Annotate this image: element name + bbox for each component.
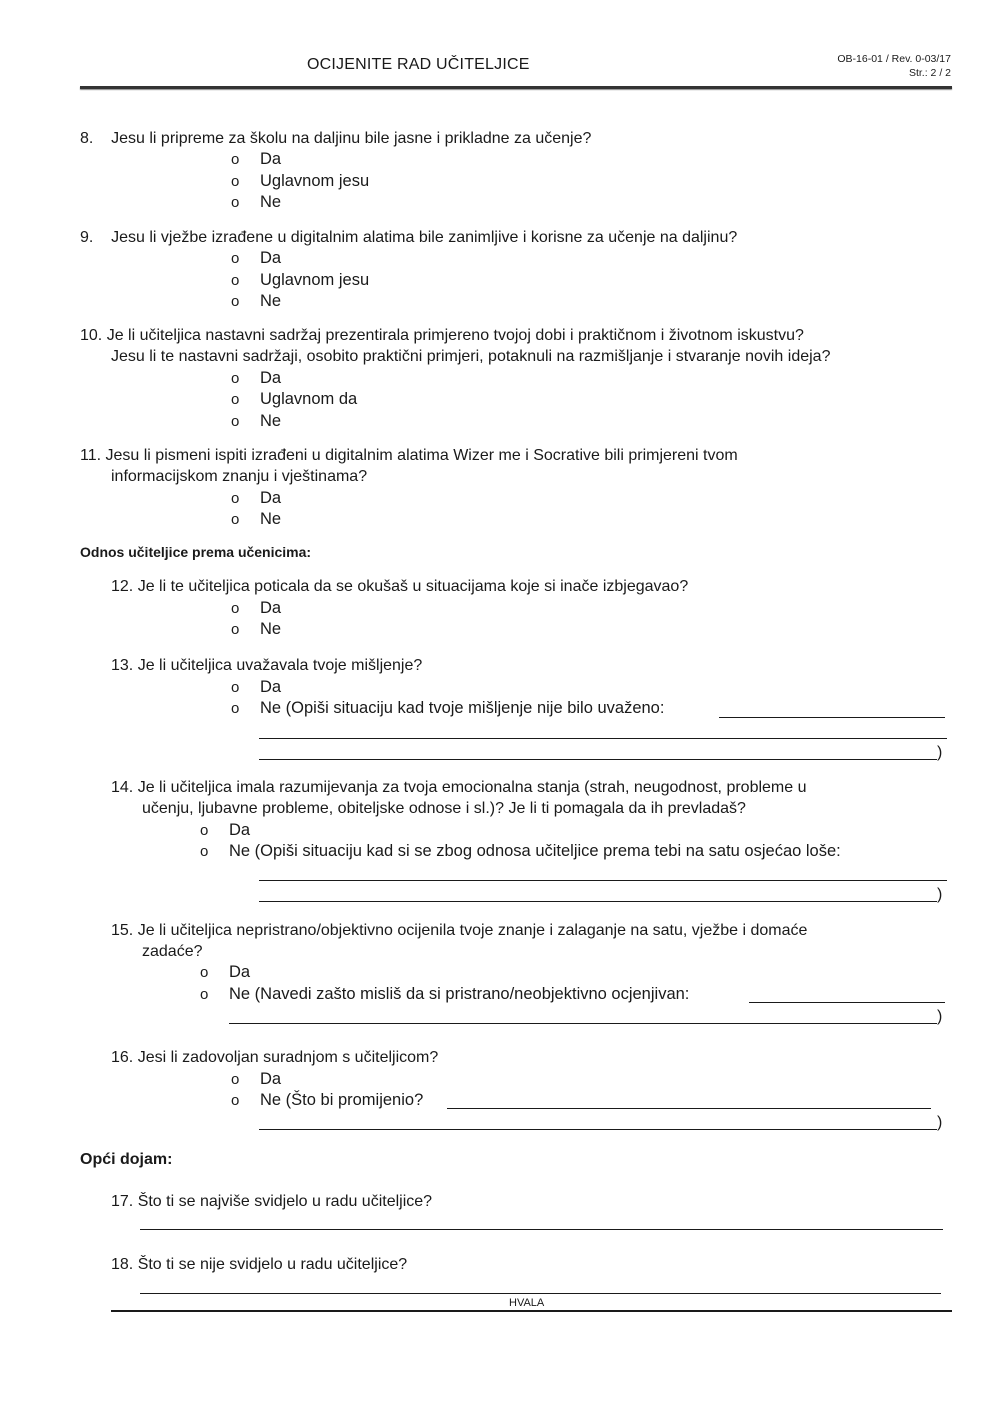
q15-answer-line[interactable] — [229, 1023, 937, 1024]
q15-answer-line[interactable] — [749, 1002, 945, 1003]
closing-parenthesis: ) — [937, 886, 943, 903]
q9-option-uglavnom[interactable]: Uglavnom jesu — [260, 271, 370, 289]
radio-bullet[interactable]: o — [231, 490, 240, 507]
radio-bullet[interactable]: o — [231, 600, 240, 617]
question-8: 8. Jesu li pripreme za školu na daljinu bile jasne i prikladne za učenje? — [80, 130, 592, 147]
q14-answer-line[interactable] — [259, 880, 947, 881]
section-heading-relation: Odnos učiteljice prema učenicima: — [80, 544, 312, 560]
radio-bullet[interactable]: o — [231, 391, 240, 408]
radio-bullet[interactable]: o — [231, 413, 240, 430]
q12-option-ne[interactable]: Ne — [260, 620, 282, 638]
q14-option-da[interactable]: Da — [229, 821, 251, 839]
q10-option-da[interactable]: Da — [260, 369, 282, 387]
radio-bullet[interactable]: o — [200, 843, 209, 860]
q12-option-da[interactable]: Da — [260, 599, 282, 617]
q17-answer-line[interactable] — [140, 1229, 943, 1230]
revision-code: OB-16-01 / Rev. 0-03/17 — [837, 53, 951, 65]
q8-option-uglavnom[interactable]: Uglavnom jesu — [260, 172, 370, 190]
q8-option-ne[interactable]: Ne — [260, 193, 282, 211]
q10-option-ne[interactable]: Ne — [260, 412, 282, 430]
q11-option-ne[interactable]: Ne — [260, 510, 282, 528]
radio-bullet[interactable]: o — [231, 679, 240, 696]
question-9: 9. Jesu li vježbe izrađene u digitalnim alatima bile zanimljive i korisne za učenje na daljinu? — [80, 229, 738, 246]
document-title: OCIJENITE RAD UČITELJICE — [307, 56, 530, 73]
closing-parenthesis: ) — [937, 744, 943, 761]
question-15: 15. Je li učiteljica nepristrano/objektivno ocijenila tvoje znanje i zalaganje na satu, vježbe i domaće — [111, 922, 808, 939]
radio-bullet[interactable]: o — [231, 272, 240, 289]
question-18: 18. Što ti se nije svidjelo u radu učiteljice? — [111, 1256, 408, 1273]
radio-bullet[interactable]: o — [200, 964, 209, 981]
radio-bullet[interactable]: o — [231, 700, 240, 717]
q14-answer-line[interactable] — [259, 901, 937, 902]
q10-option-uglavnom[interactable]: Uglavnom da — [260, 390, 358, 408]
q13-option-da[interactable]: Da — [260, 678, 282, 696]
footer-divider — [111, 1310, 952, 1312]
question-17: 17. Što ti se najviše svidjelo u radu učiteljice? — [111, 1193, 433, 1210]
q11-option-da[interactable]: Da — [260, 489, 282, 507]
radio-bullet[interactable]: o — [231, 1071, 240, 1088]
radio-bullet[interactable]: o — [231, 370, 240, 387]
q14-option-ne[interactable]: Ne (Opiši situaciju kad si se zbog odnosa učiteljice prema tebi na satu osjećao loše: — [229, 842, 841, 860]
page-number: Str.: 2 / 2 — [908, 67, 951, 79]
q13-answer-line[interactable] — [259, 738, 947, 739]
q8-option-da[interactable]: Da — [260, 150, 282, 168]
radio-bullet[interactable]: o — [200, 822, 209, 839]
question-14-cont: učenju, ljubavne probleme, obiteljske odnose i sl.)? Je li ti pomagala da ih prevladaš? — [142, 800, 746, 817]
radio-bullet[interactable]: o — [231, 194, 240, 211]
q15-option-ne[interactable]: Ne (Navedi zašto misliš da si pristrano/neobjektivno ocjenjivan: — [229, 985, 690, 1003]
question-15-cont: zadaće? — [142, 943, 203, 960]
radio-bullet[interactable]: o — [231, 151, 240, 168]
q16-option-ne[interactable]: Ne (Što bi promijenio? — [260, 1091, 424, 1109]
question-16: 16. Jesi li zadovoljan suradnjom s učiteljicom? — [111, 1049, 439, 1066]
question-10: 10. Je li učiteljica nastavni sadržaj prezentirala primjereno tvojoj dobi i praktičnom i životnom iskustvu? — [80, 327, 804, 344]
q13-option-ne[interactable]: Ne (Opiši situaciju kad tvoje mišljenje nije bilo uvaženo: — [260, 699, 665, 717]
q13-answer-line[interactable] — [719, 717, 945, 718]
document-code — [837, 52, 951, 80]
q15-option-da[interactable]: Da — [229, 963, 251, 981]
radio-bullet[interactable]: o — [231, 1092, 240, 1109]
question-11-cont: informacijskom znanju i vještinama? — [111, 468, 368, 485]
question-12: 12. Je li te učiteljica poticala da se okušaš u situacijama koje si inače izbjegavao? — [111, 578, 689, 595]
radio-bullet[interactable]: o — [231, 250, 240, 267]
header-divider — [80, 86, 952, 89]
radio-bullet[interactable]: o — [231, 173, 240, 190]
q16-answer-line[interactable] — [259, 1129, 937, 1130]
section-heading-overall: Opći dojam: — [80, 1151, 173, 1168]
radio-bullet[interactable]: o — [231, 621, 240, 638]
q9-option-ne[interactable]: Ne — [260, 292, 282, 310]
q9-option-da[interactable]: Da — [260, 249, 282, 267]
q18-answer-line[interactable] — [140, 1293, 941, 1294]
closing-parenthesis: ) — [937, 1114, 943, 1131]
radio-bullet[interactable]: o — [231, 511, 240, 528]
closing-parenthesis: ) — [937, 1008, 943, 1025]
thanks-text: HVALA — [509, 1297, 545, 1309]
q16-option-da[interactable]: Da — [260, 1070, 282, 1088]
q16-answer-line[interactable] — [447, 1108, 931, 1109]
question-14: 14. Je li učiteljica imala razumijevanja za tvoja emocionalna stanja (strah, neugodnost, probleme u — [111, 779, 807, 796]
question-13: 13. Je li učiteljica uvažavala tvoje mišljenje? — [111, 657, 423, 674]
radio-bullet[interactable]: o — [200, 986, 209, 1003]
q13-answer-line[interactable] — [259, 759, 937, 760]
question-10-cont: Jesu li te nastavni sadržaji, osobito praktični primjeri, potaknuli na razmišljanje i stvaranje novih ideja? — [111, 348, 831, 365]
radio-bullet[interactable]: o — [231, 293, 240, 310]
question-11: 11. Jesu li pismeni ispiti izrađeni u digitalnim alatima Wizer me i Socrative bili primjereni tvom — [80, 447, 738, 464]
